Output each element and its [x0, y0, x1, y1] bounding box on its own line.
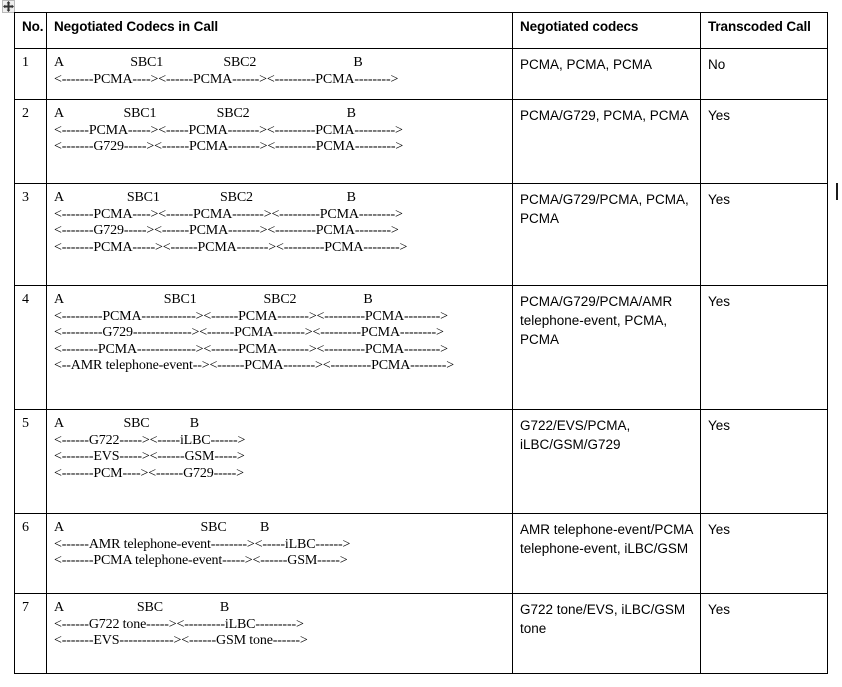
table-row	[15, 286, 828, 410]
diagram-flow-line: <-------G729-----><------PCMA-------><---------PCMA-------->	[54, 223, 399, 238]
diagram-flow-line: <-------PCMA----><------PCMA------><---------PCMA-------->	[54, 71, 399, 87]
transcoded-call: Yes	[701, 410, 828, 514]
diagram-flow-line: <--------PCMA-------------><------PCMA-------><---------PCMA-------->	[54, 341, 448, 357]
table-row	[15, 184, 828, 286]
diagram-flow-line: <------G722 tone-----><---------iLBC--------->	[54, 616, 304, 632]
row-resize-tick	[836, 183, 838, 200]
diagram-flow-line: <-------EVS-----><------GSM----->	[54, 449, 245, 464]
negotiated-codecs-table	[14, 12, 828, 674]
transcoded-call: Yes	[701, 184, 828, 286]
diagram-flow-line: <-------G729-----><------PCMA-------><---------PCMA--------->	[54, 139, 404, 154]
transcoded-call: Yes	[701, 100, 828, 184]
diagram-node-labels: A SBC1 SBC2 B	[54, 55, 363, 70]
transcoded-call: Yes	[701, 286, 828, 410]
negotiated-codecs: PCMA/G729/PCMA, PCMA, PCMA	[513, 184, 701, 286]
negotiated-codecs: G722 tone/EVS, iLBC/GSM tone	[513, 594, 701, 674]
row-number: 2	[15, 100, 47, 184]
table-body	[15, 49, 828, 674]
diagram-flow-line: <------PCMA-----><-----PCMA-------><---------PCMA--------->	[54, 122, 403, 138]
call-flow-diagram	[47, 184, 513, 286]
negotiated-codecs: G722/EVS/PCMA, iLBC/GSM/G729	[513, 410, 701, 514]
diagram-flow-line: <---------G729-------------><------PCMA-------><---------PCMA-------->	[54, 325, 444, 340]
diagram-flow-line: <------AMR telephone-event--------><-----iLBC------>	[54, 536, 351, 552]
table-row	[15, 100, 828, 184]
diagram-flow-line: <------G722-----><-----iLBC------>	[54, 432, 246, 448]
diagram-flow-line: <-------PCMA telephone-event-----><------GSM----->	[54, 553, 348, 568]
table-row	[15, 410, 828, 514]
diagram-node-labels: A SBC1 SBC2 B	[54, 106, 356, 121]
row-number: 4	[15, 286, 47, 410]
negotiated-codecs: PCMA/G729/PCMA/AMR telephone-event, PCMA, PCMA	[513, 286, 701, 410]
column-header-transcoded: Transcoded Call	[701, 13, 828, 49]
diagram-flow-line: <--AMR telephone-event--><------PCMA-------><---------PCMA-------->	[54, 358, 454, 373]
diagram-node-labels: A SBC1 SBC2 B	[54, 190, 356, 205]
diagram-flow-line: <-------EVS------------><------GSM tone------>	[54, 633, 308, 648]
move-cross-icon	[3, 1, 14, 12]
table-row	[15, 514, 828, 594]
diagram-node-labels: A SBC B	[54, 600, 230, 615]
diagram-node-labels: A SBC1 SBC2 B	[54, 292, 373, 307]
call-flow-diagram	[47, 410, 513, 514]
call-flow-diagram	[47, 49, 513, 100]
transcoded-call: Yes	[701, 514, 828, 594]
diagram-flow-line: <-------PCM----><------G729----->	[54, 465, 244, 481]
negotiated-codecs: PCMA/G729, PCMA, PCMA	[513, 100, 701, 184]
diagram-flow-line: <-------PCMA-----><------PCMA-------><---------PCMA-------->	[54, 239, 408, 255]
row-number: 3	[15, 184, 47, 286]
table-header-row	[15, 13, 828, 49]
negotiated-codecs: AMR telephone-event/PCMA telephone-event, iLBC/GSM	[513, 514, 701, 594]
column-header-diagram: Negotiated Codecs in Call	[47, 13, 513, 49]
call-flow-diagram	[47, 100, 513, 184]
row-number: 5	[15, 410, 47, 514]
row-number: 7	[15, 594, 47, 674]
transcoded-call: Yes	[701, 594, 828, 674]
table-row	[15, 594, 828, 674]
call-flow-diagram	[47, 286, 513, 410]
diagram-flow-line: <---------PCMA------------><------PCMA-------><---------PCMA-------->	[54, 308, 448, 324]
row-number: 1	[15, 49, 47, 100]
diagram-node-labels: A SBC B	[54, 520, 270, 535]
column-header-codecs: Negotiated codecs	[513, 13, 701, 49]
table-row	[15, 49, 828, 100]
column-header-no: No.	[15, 13, 47, 49]
call-flow-diagram	[47, 594, 513, 674]
diagram-flow-line: <-------PCMA----><------PCMA-------><---------PCMA-------->	[54, 206, 403, 222]
transcoded-call: No	[701, 49, 828, 100]
row-number: 6	[15, 514, 47, 594]
diagram-node-labels: A SBC B	[54, 416, 199, 431]
negotiated-codecs: PCMA, PCMA, PCMA	[513, 49, 701, 100]
call-flow-diagram	[47, 514, 513, 594]
